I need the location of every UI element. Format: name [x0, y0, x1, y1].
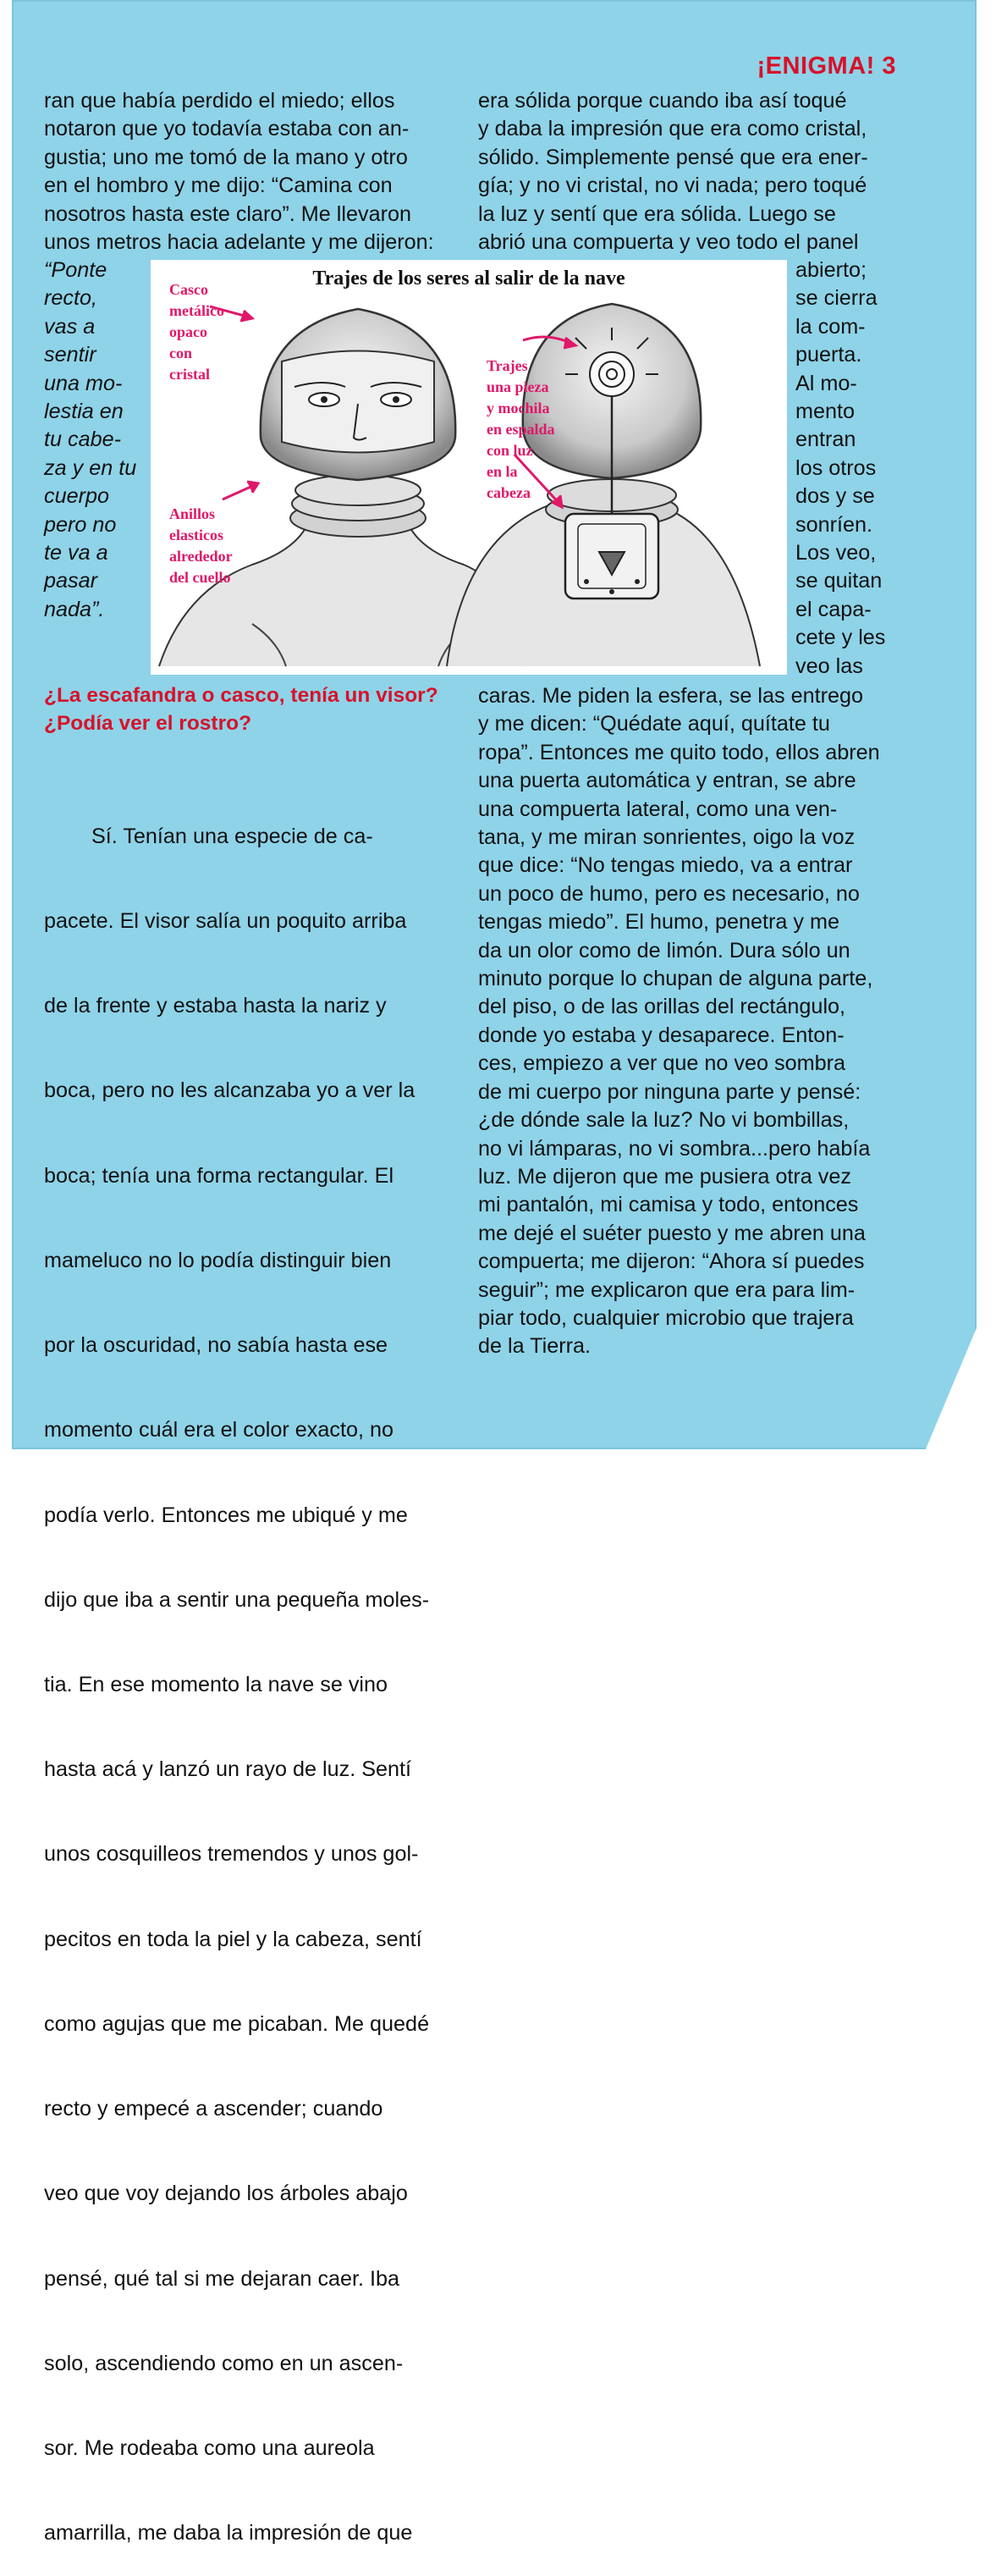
text-line: una puerta automática y entran, se abre	[478, 769, 856, 793]
text-line: y daba la impresión que era como cristal,	[478, 117, 867, 141]
text-line: veo que voy dejando los árboles abajo	[44, 2182, 408, 2206]
text-line: de la frente y estaba hasta la nariz y	[44, 994, 387, 1018]
label-helmet	[169, 279, 224, 385]
text-line: la luz y sentí que era sólida. Luego se	[478, 201, 836, 226]
text-line: nosotros hasta este claro”. Me llevaron	[44, 201, 411, 226]
text-line: como agujas que me picaban. Me quedé	[44, 2011, 430, 2036]
text-line: nada”.	[44, 597, 105, 621]
text-line: piar todo, cualquier microbio que trajera	[478, 1305, 854, 1330]
text-line: compuerta; me dijeron: “Ahora sí puedes	[478, 1249, 865, 1274]
text-line: Al mo-	[795, 371, 857, 395]
left-narrow-column	[44, 256, 151, 624]
label-line: Anillos	[169, 505, 216, 522]
text-line: una mo-	[44, 371, 123, 395]
text-line: veo las	[795, 654, 863, 678]
text-line: sonríen.	[795, 512, 873, 537]
text-line: tengas miedo”. El humo, penetra y me	[478, 910, 840, 935]
text-line: se cierra	[795, 286, 878, 311]
text-line: Los veo,	[795, 541, 877, 565]
text-line: los otros	[795, 455, 877, 480]
text-line: boca; tenía una forma rectangular. El	[44, 1163, 394, 1188]
text-line: za y en tu	[44, 455, 137, 480]
text-line: mameluco no lo podía distinguir bien	[44, 1248, 392, 1272]
text-line: boca, pero no les alcanzaba yo a ver la	[44, 1078, 415, 1103]
text-line: gía; y no vi cristal, no vi nada; pero toqué	[478, 174, 867, 198]
text-line: gustia; uno me tomó de la mano y otro	[44, 145, 408, 169]
text-line: unos cosquilleos tremendos y unos gol-	[44, 1842, 419, 1867]
text-line: notaron que yo todavía estaba con an-	[44, 117, 410, 141]
label-line: del cuello	[169, 569, 231, 586]
text-line: pensé, qué tal si me dejaran caer. Iba	[44, 2266, 400, 2291]
folded-corner	[902, 1324, 977, 1449]
text-line: sentir	[44, 343, 96, 367]
text-line: Sí. Tenían una especie de ca-	[44, 824, 373, 848]
text-line: recto y empecé a ascender; cuando	[44, 2097, 383, 2121]
text-line: pasar	[44, 569, 98, 593]
text-line: seguir”; me explicaron que era para lim-	[478, 1277, 856, 1302]
text-line: ran que había perdido el miedo; ellos	[44, 89, 395, 113]
right-column-top	[478, 87, 901, 256]
text-line: luz. Me dijeron que me pusiera otra vez	[478, 1164, 852, 1189]
label-line: con	[169, 345, 192, 361]
text-line: cete y les	[795, 626, 886, 650]
label-line: elasticos	[169, 527, 223, 543]
text-line: podía verlo. Entonces me ubiqué y me	[44, 1503, 408, 1527]
text-line: mi pantalón, mi camisa y todo, entonces	[478, 1193, 859, 1217]
text-line: que dice: “No tengas miedo, va a entrar	[478, 853, 853, 878]
label-line: alrededor	[169, 548, 233, 565]
label-line: con luz	[487, 442, 533, 459]
text-line: puerta.	[795, 343, 862, 367]
text-line: una compuerta lateral, como una ven-	[478, 797, 838, 821]
label-suits	[487, 356, 555, 504]
text-line: caras. Me piden la esfera, se las entrego	[478, 684, 864, 708]
text-line: sólido. Simplemente pensé que era ener-	[478, 145, 868, 169]
text-line: vas a	[44, 314, 96, 339]
left-column-bottom	[44, 766, 455, 2576]
label-line: en espalda	[487, 421, 555, 438]
left-column-top	[44, 87, 455, 256]
text-line: “Ponte	[44, 258, 107, 282]
text-line: te va a	[44, 541, 108, 565]
text-line: era sólida porque cuando iba así toqué	[478, 89, 847, 113]
text-line: solo, ascendiendo como en un ascen-	[44, 2351, 404, 2375]
right-narrow-column	[795, 256, 902, 681]
text-line: tia. En ese momento la nave se vino	[44, 1673, 388, 1696]
text-line: la com-	[795, 314, 866, 339]
text-line: unos metros hacia adelante y me dijeron:	[44, 230, 434, 255]
text-line: abierto;	[795, 258, 867, 282]
right-column-bottom	[478, 682, 901, 1361]
label-line: cristal	[169, 366, 210, 383]
question-heading: ¿La escafandra o casco, tenía un visor? ¿Podía ver el rostro?	[44, 684, 438, 735]
illustration-title: Trajes de los seres al salir de la nave	[312, 268, 625, 290]
spacesuit-illustration	[151, 260, 787, 675]
text-line: mento	[795, 400, 856, 424]
text-line: hasta acá y lanzó un rayo de luz. Sentí	[44, 1757, 412, 1782]
text-line: da un olor como de limón. Dura sólo un	[478, 938, 850, 963]
text-line: amarrilla, me daba la impresión de que	[44, 2521, 413, 2546]
label-line: y mochila	[487, 400, 550, 416]
text-line: momento cuál era el color exacto, no	[44, 1418, 394, 1442]
text-line: por la oscuridad, no sabía hasta ese	[44, 1333, 388, 1358]
label-line: cabeza	[487, 484, 531, 501]
text-line: del piso, o de las orillas del rectángulo,	[478, 995, 846, 1019]
label-line: Casco	[169, 281, 208, 298]
text-line: lestia en	[44, 400, 124, 424]
text-line: no vi lámparas, no vi sombra...pero había	[478, 1136, 871, 1161]
text-line: el capa-	[795, 597, 872, 621]
label-line: una pieza	[487, 378, 549, 395]
label-line: opaco	[169, 323, 207, 340]
text-line: donde yo estaba y desaparece. Enton-	[478, 1023, 845, 1047]
text-line: y me dicen: “Quédate aquí, quítate tu	[478, 712, 830, 736]
text-line: entran	[795, 427, 856, 452]
text-line: un poco de humo, pero es necesario, no	[478, 881, 860, 906]
text-line: minuto porque lo chupan de alguna parte,	[478, 967, 873, 991]
label-line: metálico	[169, 302, 224, 319]
label-line: en la	[487, 463, 518, 480]
text-line: dos y se	[795, 484, 875, 509]
text-line: tana, y me miran sonrientes, oigo la voz	[478, 825, 856, 850]
text-line: ¿de dónde sale la luz? No vi bombillas,	[478, 1108, 850, 1133]
text-line: sor. Me rodeaba como una aureola	[44, 2435, 375, 2460]
text-line: pacete. El visor salía un poquito arriba	[44, 909, 407, 934]
text-line: pero no	[44, 512, 117, 537]
label-neck-rings	[169, 504, 233, 588]
text-line: de mi cuerpo por ninguna parte y pensé:	[478, 1079, 861, 1104]
text-line: ropa”. Entonces me quito todo, ellos abren	[478, 740, 880, 764]
text-line: cuerpo	[44, 484, 110, 509]
page-header: ¡ENIGMA! 3	[757, 52, 896, 80]
text-line: se quitan	[795, 569, 883, 593]
text-line: de la Tierra.	[478, 1334, 591, 1359]
text-line: en el hombro y me dijo: “Camina con	[44, 174, 393, 198]
text-line: pecitos en toda la piel y la cabeza, sentí	[44, 1927, 422, 1951]
text-line: abrió una compuerta y veo todo el panel	[478, 230, 859, 255]
text-line: me dejé el suéter puesto y me abren una	[478, 1221, 866, 1245]
text-line: dijo que iba a sentir una pequeña moles-	[44, 1587, 430, 1612]
text-line: tu cabe-	[44, 427, 122, 452]
text-line: recto,	[44, 286, 97, 311]
label-line: Trajes	[487, 357, 528, 374]
text-line: ces, empiezo a ver que no veo sombra	[478, 1051, 846, 1076]
